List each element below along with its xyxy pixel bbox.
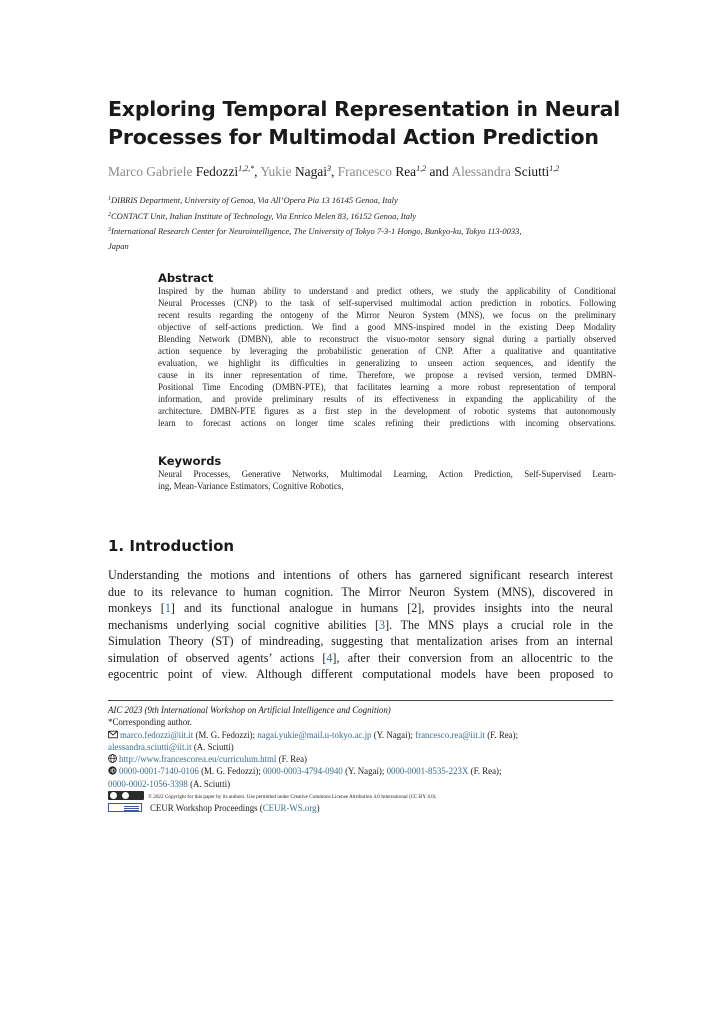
orcid-row: 0000-0001-7140-0106 (M. G. Fedozzi); 0000-0003-4794-0940 (Y. Nagai); 0000-0001-8535-223X (F. Rea); [108, 765, 613, 777]
author: Marco Gabriele Fedozzi$^{1,2,*}$, [108, 164, 261, 179]
globe-icon [108, 754, 117, 763]
abstract-line: cause in its inner representation of time. Therefore, we propose a revised version, termed DMBN- [158, 370, 616, 380]
abstract-line: evaluation, we highlight its difficulties in generalizing to unseen action sequences, and identify the [158, 358, 616, 368]
cc-by-license-icon [108, 791, 144, 800]
author-list [108, 160, 559, 181]
abstract-line: Neural Processes (CNP) to the task of self-supervised multimodal action prediction in robotics. Following [158, 298, 616, 308]
footnote-rule [108, 700, 613, 701]
body-line: egocentric point of view. Although different computational models have been proposed to [108, 667, 613, 681]
keywords [158, 454, 616, 492]
abstract-line: objective of self-actions prediction. We find a good MNS-inspired model in the existing Deep Modality [158, 322, 616, 332]
abstract-line: information, and provide preliminary results of its effectiveness in expanding the applicability of the [158, 394, 616, 404]
email-link[interactable]: alessandra.sciutti@iit.it [108, 741, 192, 752]
body-line: mechanisms underlying social cognitive abilities [3]. The MNS plays a crucial role in the [108, 617, 613, 632]
author: Alessandra Sciutti$^{1,2}$ [451, 164, 560, 179]
affiliations [108, 192, 618, 253]
affiliation: $^1$DIBRIS Department, University of Genoa, Via All’Opera Pia 13 16145 Genoa, Italy [108, 195, 398, 205]
section-heading-introduction: 1. Introduction [108, 537, 235, 555]
keywords-heading: Keywords [158, 454, 222, 468]
abstract-heading: Abstract [158, 271, 214, 285]
venue-note: AIC 2023 (9th International Workshop on Artificial Intelligence and Cognition) [108, 705, 391, 715]
affiliation: $^2$CONTACT Unit, Italian Institute of Technology, Via Enrico Melen 83, 16152 Genoa, Italy [108, 210, 417, 221]
abstract-line: action sequence by leveraging the probabilistic generation of CNP. After a qualitative and quantitative [158, 346, 616, 356]
author: Yukie Nagai$^3$, [260, 164, 338, 179]
orcid-row: 0000-0002-1056-3398 (A. Sciutti) [108, 778, 231, 789]
citation-link[interactable]: 3 [379, 617, 386, 632]
body-line: monkeys [1] and its functional analogue in humans [2], provides insights into the neural [108, 601, 613, 615]
license-row [108, 790, 613, 802]
homepage-link[interactable]: http://www.francescorea.eu/curriculum.html [119, 754, 277, 765]
copyright-note: © 2022 Copyright for this paper by its authors. Use permitted under Creative Commons License Attribution 4.0 International (CC BY 4.0). [148, 794, 437, 801]
keywords-line: Neural Processes, Generative Networks, Multimodal Learning, Action Prediction, Self-Supervised Learn- [158, 469, 616, 479]
ceur-logo-icon [108, 803, 142, 812]
orcid-link[interactable]: 0000-0001-7140-0106 [119, 766, 199, 777]
orcid-link[interactable]: 0000-0003-4794-0940 [262, 766, 343, 777]
keywords-line: ing, Mean-Variance Estimators, Cognitive Robotics, [158, 481, 344, 491]
abstract [158, 271, 616, 429]
author: Francesco Rea$^{1,2}$ and [337, 164, 452, 179]
introduction-body [108, 567, 613, 683]
citation-link[interactable]: 4 [326, 650, 333, 665]
abstract-line: recent results regarding the ontogeny of the Mirror Neuron System (MNS), we focus on the preliminary [158, 310, 616, 320]
body-line: simulation of observed agents’ actions [4], after their conversion from an allocentric to the [108, 650, 613, 665]
email-link[interactable]: francesco.rea@iit.it [415, 729, 485, 740]
email-row: alessandra.sciutti@iit.it (A. Sciutti) [108, 741, 234, 752]
abstract-line: learn to forecast actions on longer time scales refining their predictions with incoming observations. [158, 418, 616, 428]
affiliation: $^3$International Research Center for Neurointelligence, The University of Tokyo 7-3-1 Hongo, Bunkyo-ku, Tokyo 113-0033, [108, 226, 522, 236]
body-line: Simulation Theory (ST) of mindreading, suggesting that mentalization arises from an internal [108, 634, 613, 648]
title-line: Exploring Temporal Representation in Neural [108, 97, 621, 121]
affiliation: Japan [108, 240, 129, 251]
abstract-line: Blending Network (DMBN), able to reconstruct the visuo-motor sensory signal during a partially observed [158, 334, 616, 344]
orcid-link[interactable]: 0000-0002-1056-3398 [108, 778, 188, 789]
email-link[interactable]: marco.fedozzi@iit.it [120, 729, 194, 740]
ceur-row: CEUR Workshop Proceedings (CEUR-WS.org) [108, 802, 613, 814]
footnotes [108, 704, 613, 815]
abstract-line: Inspired by the human ability to understand and predict others, we study the applicability of Conditional [158, 286, 616, 296]
ceur-link[interactable]: CEUR-WS.org [262, 803, 317, 814]
corresponding-note: *Corresponding author. [108, 717, 192, 728]
body-line: due to its relevance to human cognition. The Mirror Neuron System (MNS), discovered in [108, 584, 613, 599]
orcid-link[interactable]: 0000-0001-8535-223X [386, 766, 469, 777]
abstract-line: architecture. DMBN-PTE figures as a first step in the development of robotic systems that autonomously [158, 406, 616, 416]
title-line: Processes for Multimodal Action Prediction [108, 125, 599, 149]
body-line: Understanding the motions and intentions of others has garnered significant research interest [108, 568, 613, 582]
email-link[interactable]: nagai.yukie@mail.u-tokyo.ac.jp [257, 729, 372, 740]
email-row: marco.fedozzi@iit.it (M. G. Fedozzi); nagai.yukie@mail.u-tokyo.ac.jp (Y. Nagai); francesco.rea@iit.it (F. Rea); [108, 729, 613, 741]
abstract-line: Positional Time Encoding (DMBN-PTE), that facilitates learning a more robust representation of temporal [158, 382, 616, 392]
orcid-icon [108, 766, 117, 775]
web-row: http://www.francescorea.eu/curriculum.html (F. Rea) [108, 753, 613, 765]
paper-title [108, 95, 628, 151]
citation-link[interactable]: 1 [164, 601, 171, 615]
envelope-icon [108, 730, 118, 739]
